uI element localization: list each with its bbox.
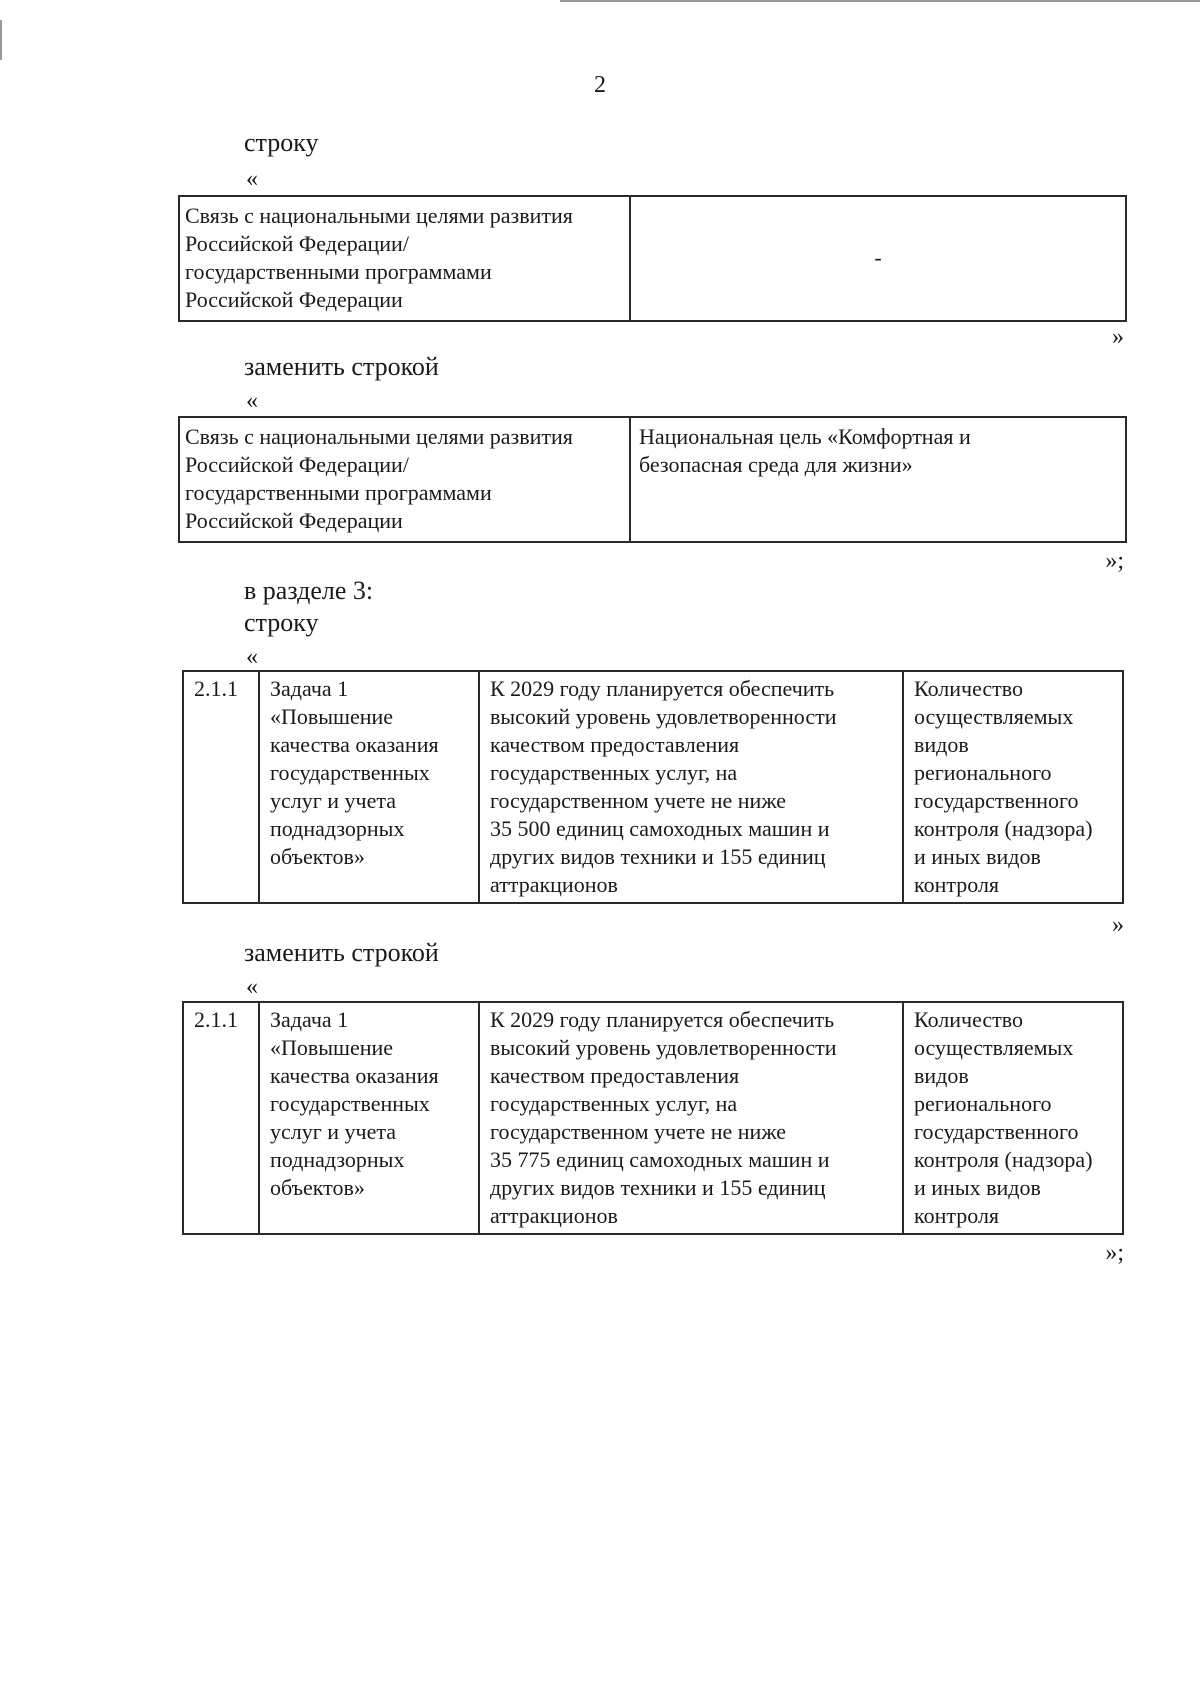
text-line: осуществляемых	[914, 1035, 1074, 1060]
text-line: «Повышение	[270, 704, 394, 729]
text-line: контроля (надзора)	[914, 1147, 1093, 1172]
text-line: Российской Федерации	[185, 287, 403, 312]
table-task-new	[182, 1001, 1124, 1235]
text-line: видов	[914, 732, 969, 757]
text-line: объектов»	[270, 844, 365, 869]
text-line: государственном учете не ниже	[490, 788, 786, 813]
text-line: Задача 1	[270, 676, 349, 701]
text-line: объектов»	[270, 1175, 365, 1200]
close-quote-1: »	[1112, 324, 1124, 350]
text-line: других видов техники и 155 единиц	[490, 844, 826, 869]
cell-task-name-new	[259, 1002, 479, 1234]
text-line: Российской Федерации/	[185, 452, 409, 477]
cell-task-indicator-new	[903, 1002, 1123, 1234]
text-line: услуг и учета	[270, 788, 397, 813]
text-line: высокий уровень удовлетворенности	[490, 704, 837, 729]
text-line: государственном учете не ниже	[490, 1119, 786, 1144]
text-line: государственного	[914, 1119, 1079, 1144]
label-zamenit-1: заменить строкой	[244, 352, 439, 381]
text-line: государственных услуг, на	[490, 760, 738, 785]
text-line: государственными программами	[185, 259, 492, 284]
text-line: контроля	[914, 1203, 1000, 1228]
table-link-old	[178, 195, 1127, 322]
text-line: контроля	[914, 872, 1000, 897]
text-line: государственных услуг, на	[490, 1091, 738, 1116]
cell-task-description-new	[479, 1002, 903, 1234]
text-line: Российской Федерации	[185, 508, 403, 533]
cell-link-value-new	[630, 417, 1126, 542]
text-line: государственных	[270, 1091, 430, 1116]
text-line: других видов техники и 155 единиц	[490, 1175, 826, 1200]
text-line: регионального	[914, 1091, 1052, 1116]
text-line: качества оказания	[270, 1063, 439, 1088]
text-line: качеством предоставления	[490, 732, 740, 757]
page-number: 2	[594, 72, 606, 98]
text-line: Связь с национальными целями развития	[185, 203, 573, 228]
text-line: безопасная среда для жизни»	[639, 452, 913, 477]
cell-link-value-old: -	[630, 196, 1126, 321]
text-line: К 2029 году планируется обеспечить	[490, 676, 835, 701]
text-line: поднадзорных	[270, 816, 405, 841]
cell-task-description-old	[479, 671, 903, 903]
text-line: Задача 1	[270, 1007, 349, 1032]
scan-edge-left	[0, 20, 2, 60]
cell-link-label-old	[179, 196, 630, 321]
label-zamenit-2: заменить строкой	[244, 938, 439, 967]
label-stroku-2: строку	[244, 608, 319, 637]
text-line: качеством предоставления	[490, 1063, 740, 1088]
text-line: Связь с национальными целями развития	[185, 424, 573, 449]
text-line: аттракционов	[490, 872, 618, 897]
text-line: государственных	[270, 760, 430, 785]
table-link-new	[178, 416, 1127, 543]
open-quote-3: «	[246, 644, 258, 670]
text-line: и иных видов	[914, 844, 1041, 869]
label-section-3: в разделе 3:	[244, 576, 374, 605]
text-line: 35 500 единиц самоходных машин и	[490, 816, 830, 841]
table-task-old	[182, 670, 1124, 904]
text-line: Российской Федерации/	[185, 231, 409, 256]
text-line: видов	[914, 1063, 969, 1088]
open-quote-2: «	[246, 388, 258, 414]
text-line: высокий уровень удовлетворенности	[490, 1035, 837, 1060]
open-quote-1: «	[246, 166, 258, 192]
text-line: регионального	[914, 760, 1052, 785]
open-quote-4: «	[246, 974, 258, 1000]
cell-task-name-old	[259, 671, 479, 903]
text-line: Количество	[914, 1007, 1024, 1032]
cell-task-indicator-old	[903, 671, 1123, 903]
cell-link-label-new	[179, 417, 630, 542]
text-line: государственного	[914, 788, 1079, 813]
text-line: «Повышение	[270, 1035, 394, 1060]
text-line: поднадзорных	[270, 1147, 405, 1172]
text-line: и иных видов	[914, 1175, 1041, 1200]
close-quote-2: »	[1112, 912, 1124, 938]
text-line: Национальная цель «Комфортная и	[639, 424, 971, 449]
close-quote-semicolon-2: »;	[1105, 1240, 1124, 1266]
scan-edge-top	[560, 0, 1200, 2]
text-line: К 2029 году планируется обеспечить	[490, 1007, 835, 1032]
cell-task-number-new: 2.1.1	[183, 1002, 259, 1234]
text-line: контроля (надзора)	[914, 816, 1093, 841]
text-line: 35 775 единиц самоходных машин и	[490, 1147, 830, 1172]
text-line: осуществляемых	[914, 704, 1074, 729]
cell-task-number-old: 2.1.1	[183, 671, 259, 903]
text-line: аттракционов	[490, 1203, 618, 1228]
text-line: государственными программами	[185, 480, 492, 505]
label-stroku-1: строку	[244, 128, 319, 157]
text-line: Количество	[914, 676, 1024, 701]
text-line: услуг и учета	[270, 1119, 397, 1144]
text-line: качества оказания	[270, 732, 439, 757]
close-quote-semicolon-1: »;	[1105, 548, 1124, 574]
